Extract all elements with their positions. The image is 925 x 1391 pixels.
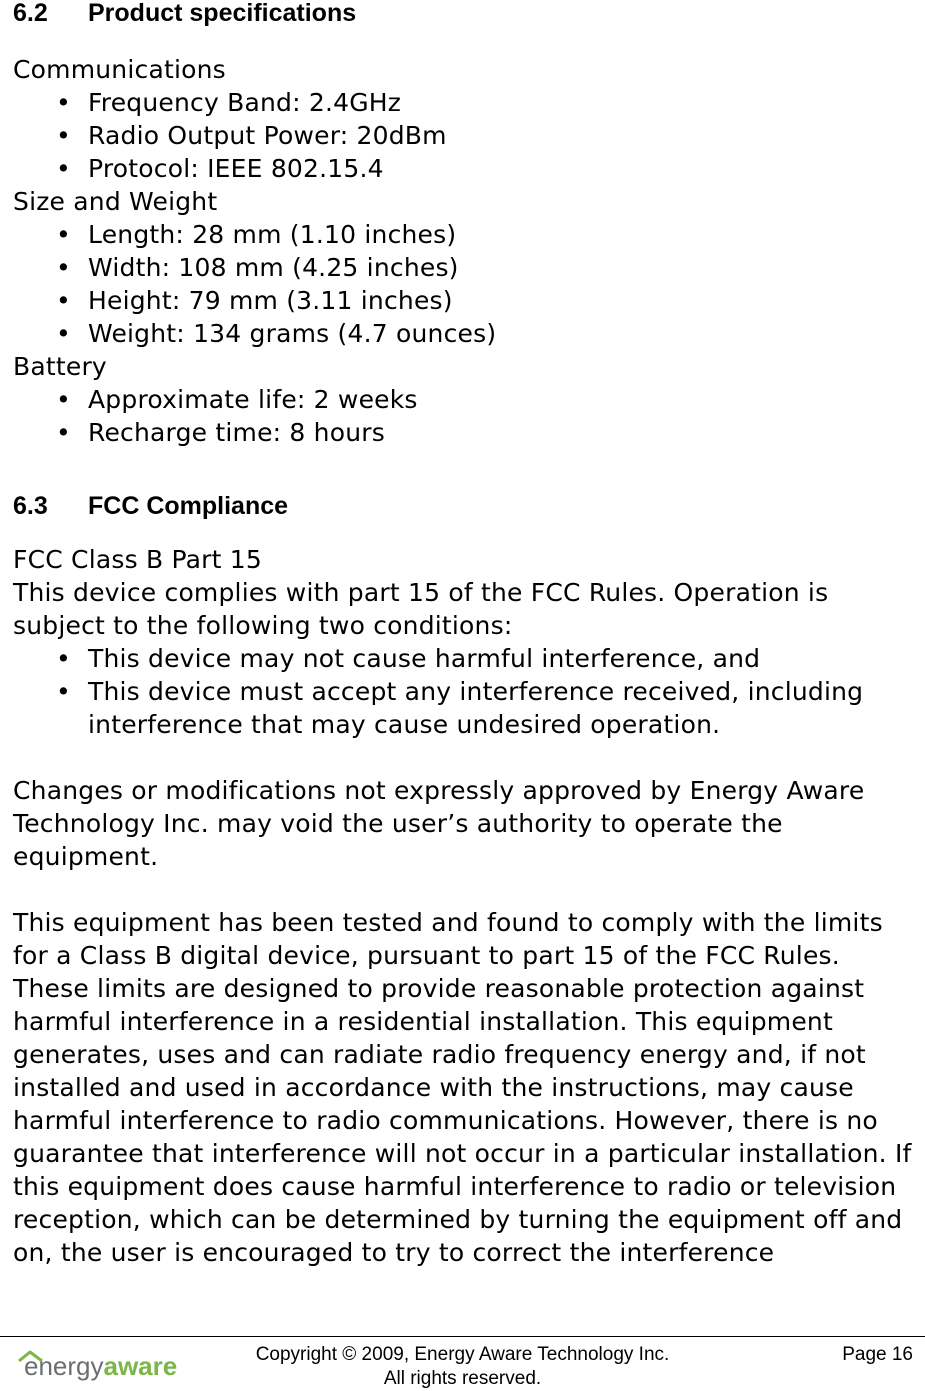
list-item: • This device may not cause harmful interference, and [56,644,761,673]
bullet-icon: • [56,644,71,673]
fcc-tested-paragraph: This equipment has been tested and found to comply with the limits for a Class B digital device, pursuant to part 15 of the FCC Rules. These limits are designed to provide reasonable protection against harmful interference in a residential installation. This equipment generates, uses and can radiate radio frequency energy and, if not installed and used in accordance with the instructions, may cause harmful interference to radio communications. However, there is no guarantee that interference will not occur in a particular installation. If this equipment does cause harmful interference to radio or television reception, which can be determined by turning the equipment off and on, the user is encouraged to try to correct the interference [13,908,912,1267]
bullet-icon: • [56,385,71,414]
section-title: Product specifications [88,0,357,27]
rights-text: All rights reserved. [383,1368,542,1389]
size-weight-list [13,218,913,350]
bullet-icon: • [56,286,71,315]
bullet-icon: • [56,88,71,117]
fcc-class-line: FCC Class B Part 15 [13,545,262,574]
bullet-icon: • [56,677,71,706]
specifications-body [13,53,913,449]
list-item: • This device must accept any interference received, including interference that may cause undesired operation. [56,677,864,739]
svg-text:energyaware: energyaware [24,1351,178,1381]
fcc-intro-paragraph: This device complies with part 15 of the FCC Rules. Operation is subject to the following two conditions: [13,578,829,640]
list-item: • Approximate life: 2 weeks [56,385,418,414]
list-item: • Recharge time: 8 hours [56,418,385,447]
bullet-icon: • [56,220,71,249]
list-item: • Width: 108 mm (4.25 inches) [56,253,459,282]
section-heading-6-3 [13,491,913,521]
bullet-icon: • [56,319,71,348]
paragraph-spacer [13,873,913,906]
list-item: • Radio Output Power: 20dBm [56,121,447,150]
page-footer [0,1340,925,1391]
battery-list [13,383,913,449]
section-heading-6-2 [13,0,913,28]
spec-group-heading: Communications [13,55,226,84]
section-title: FCC Compliance [88,492,289,520]
bullet-icon: • [56,121,71,150]
footer-divider [0,1336,925,1337]
document-page [13,0,913,1269]
fcc-body [13,543,913,1269]
list-item: • Weight: 134 grams (4.7 ounces) [56,319,497,348]
section-number: 6.2 [13,0,48,27]
list-item: • Length: 28 mm (1.10 inches) [56,220,457,249]
copyright-text: Copyright © 2009, Energy Aware Technology Inc. [255,1344,670,1365]
fcc-conditions-list [13,642,913,741]
list-item: • Protocol: IEEE 802.15.4 [56,154,384,183]
fcc-changes-paragraph: Changes or modifications not expressly approved by Energy Aware Technology Inc. may void the user’s authority to operate the equipment. [13,776,865,871]
list-item: • Frequency Band: 2.4GHz [56,88,402,117]
bullet-icon: • [56,253,71,282]
spec-group-heading: Battery [13,352,107,381]
paragraph-spacer [13,741,913,774]
bullet-icon: • [56,154,71,183]
page-number: Page 16 [842,1344,913,1365]
spec-group-heading: Size and Weight [13,187,218,216]
list-item: • Height: 79 mm (3.11 inches) [56,286,453,315]
bullet-icon: • [56,418,71,447]
section-number: 6.3 [13,492,48,520]
communications-list [13,86,913,185]
